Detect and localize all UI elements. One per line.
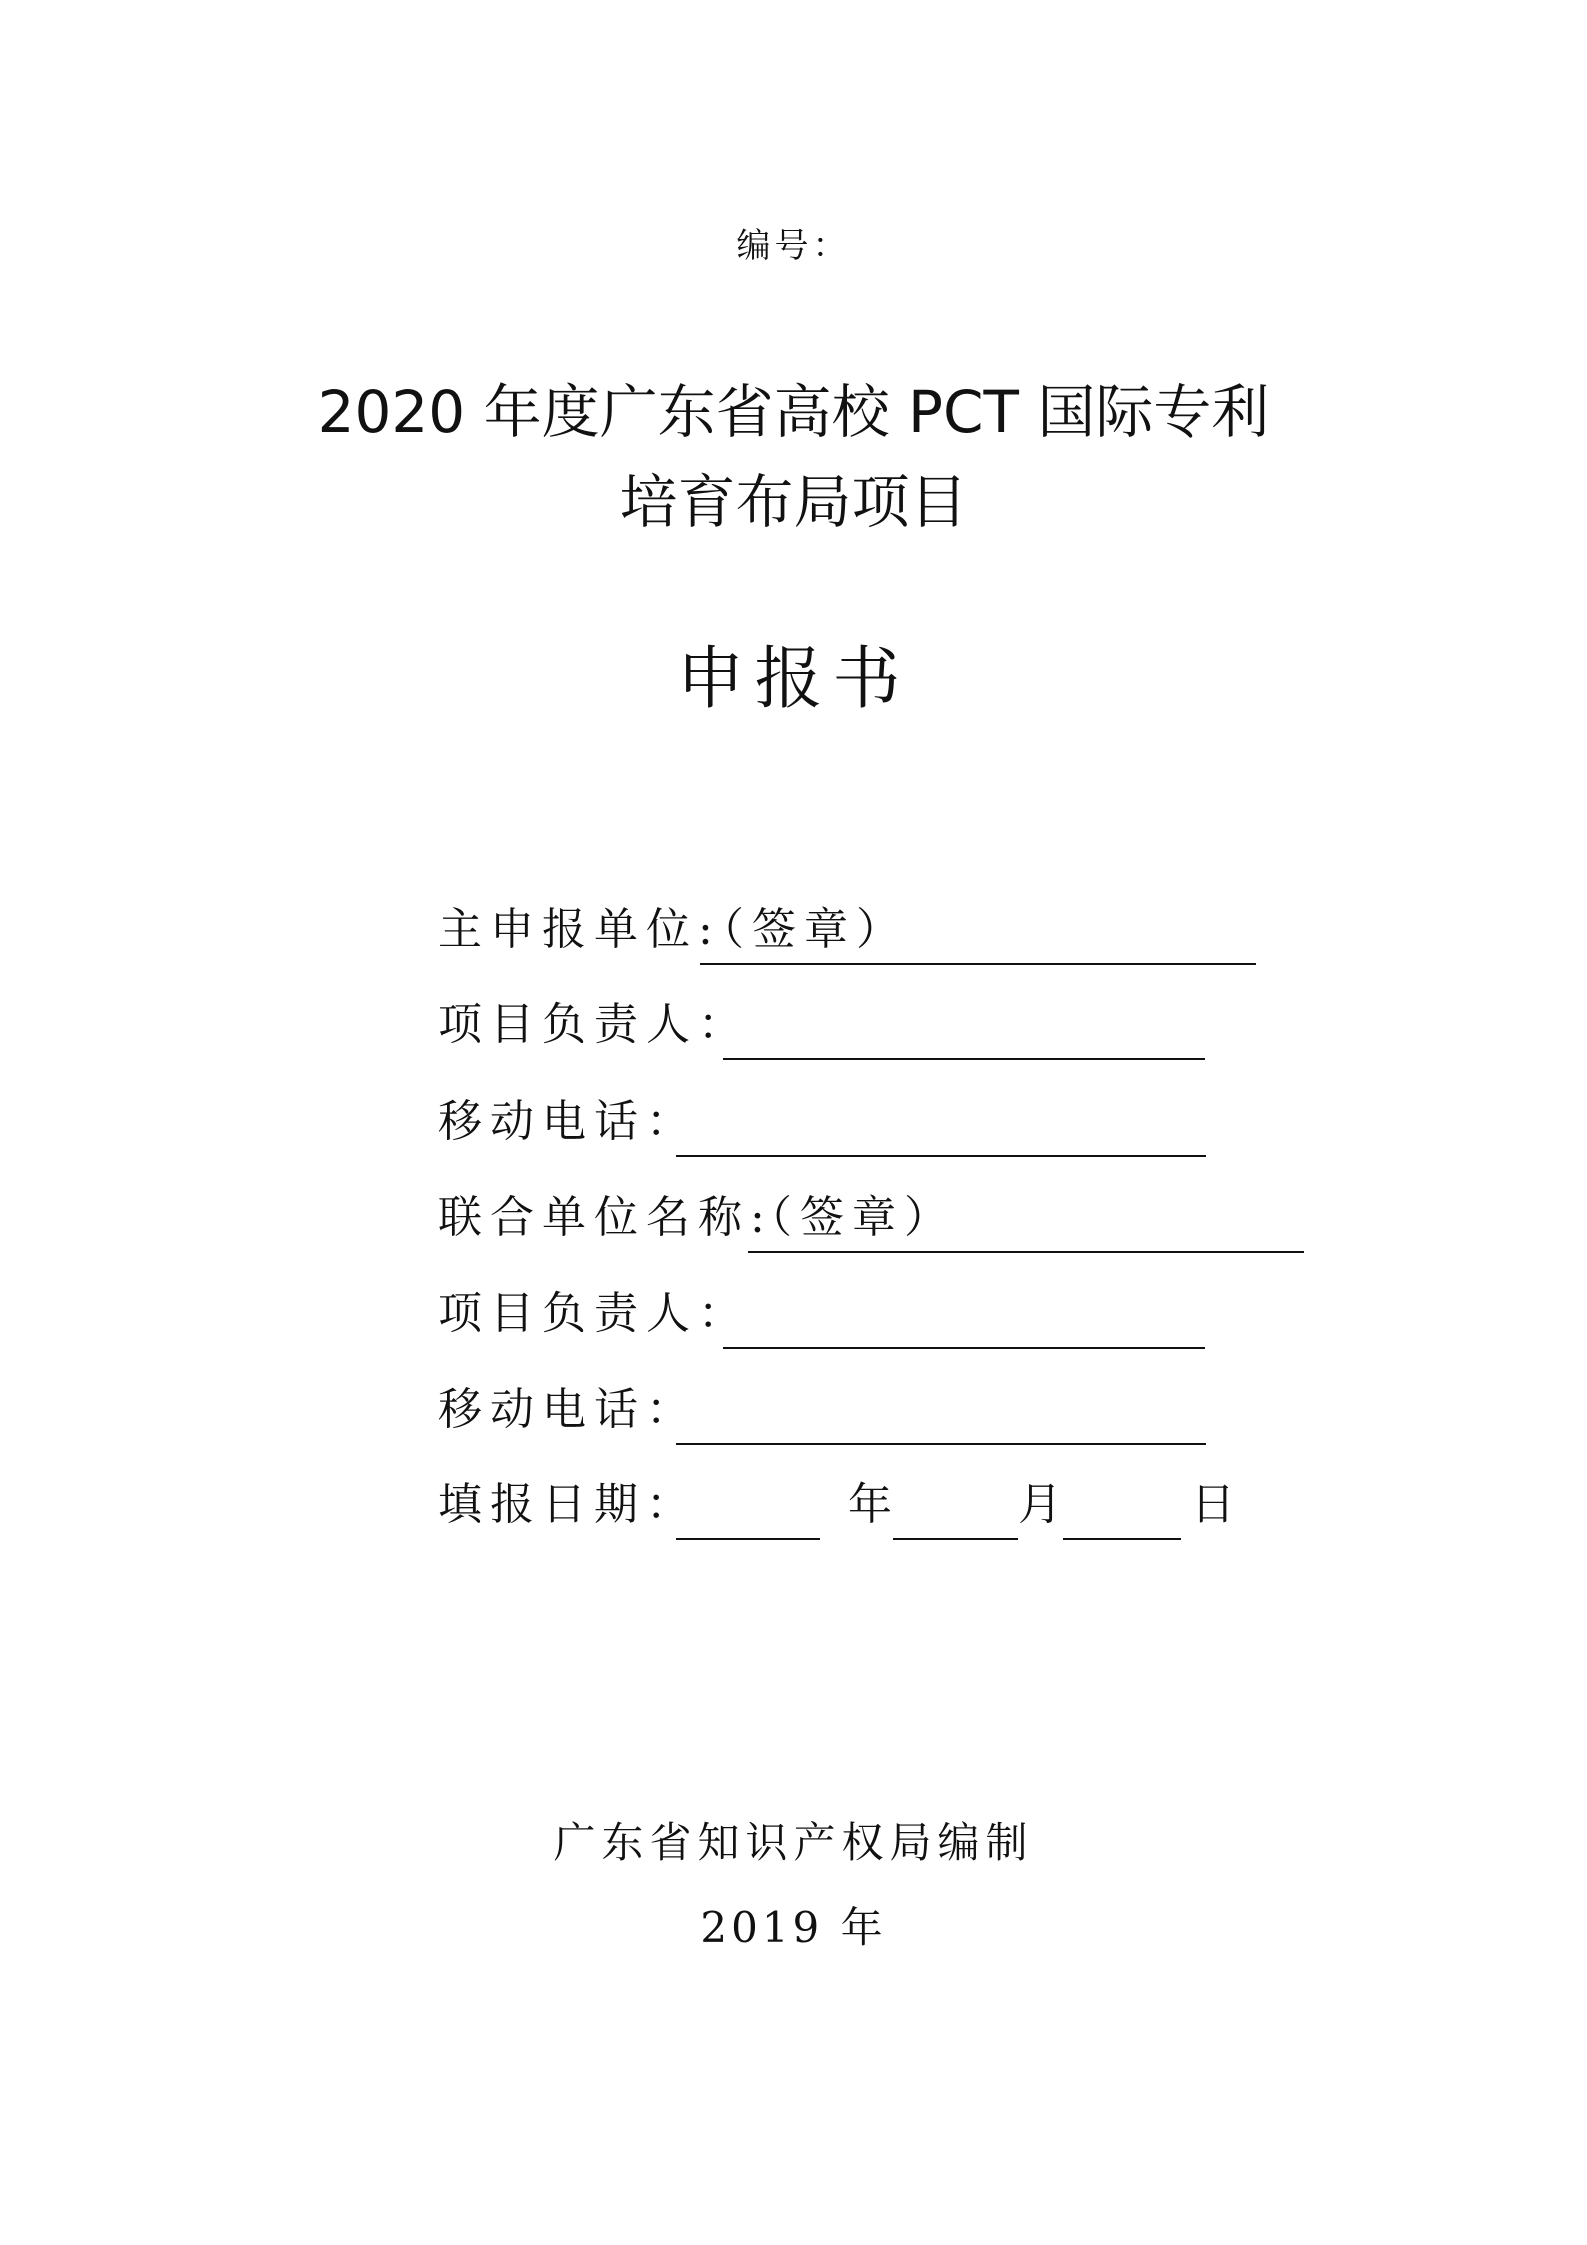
- date-day-label: 日: [1191, 1479, 1243, 1530]
- document-type: 申报书: [676, 640, 911, 719]
- main-unit-field[interactable]: [700, 963, 1256, 965]
- main-leader-row: [438, 1000, 1238, 1060]
- joint-unit-field[interactable]: [748, 1251, 1304, 1253]
- main-unit-row: [438, 905, 1258, 965]
- date-month-label: 月: [1018, 1479, 1070, 1530]
- joint-unit-label: 联合单位名称:: [438, 1192, 773, 1243]
- number-label: 编号：: [736, 226, 851, 266]
- date-year-label: 年: [848, 1479, 900, 1530]
- main-leader-label: 项目负责人：: [438, 999, 750, 1050]
- joint-leader-field[interactable]: [723, 1347, 1205, 1349]
- footer-year: 2019 年: [700, 1903, 887, 1952]
- joint-phone-label: 移动电话：: [438, 1384, 698, 1435]
- main-unit-seal: （签章）: [700, 904, 908, 955]
- joint-unit-seal: （签章）: [748, 1192, 956, 1243]
- title-line-1: 2020 年度广东省高校 PCT 国际专利: [317, 378, 1270, 446]
- main-phone-field[interactable]: [676, 1155, 1206, 1157]
- joint-phone-field[interactable]: [676, 1443, 1206, 1445]
- date-label: 填报日期：: [438, 1479, 698, 1530]
- joint-unit-row: [438, 1193, 1308, 1253]
- main-phone-row: [438, 1097, 1238, 1157]
- title-line-2: 培育布局项目: [619, 468, 968, 536]
- main-phone-label: 移动电话：: [438, 1096, 698, 1147]
- date-row: [438, 1479, 1243, 1540]
- joint-phone-row: [438, 1385, 1238, 1445]
- date-year-field[interactable]: [676, 1538, 820, 1540]
- main-unit-label: 主申报单位:: [438, 904, 721, 955]
- date-month-field[interactable]: [893, 1538, 1018, 1540]
- joint-leader-row: [438, 1289, 1238, 1349]
- joint-leader-label: 项目负责人：: [438, 1288, 750, 1339]
- main-leader-field[interactable]: [723, 1058, 1205, 1060]
- date-day-field[interactable]: [1063, 1538, 1181, 1540]
- footer-organization: 广东省知识产权局编制: [553, 1818, 1034, 1867]
